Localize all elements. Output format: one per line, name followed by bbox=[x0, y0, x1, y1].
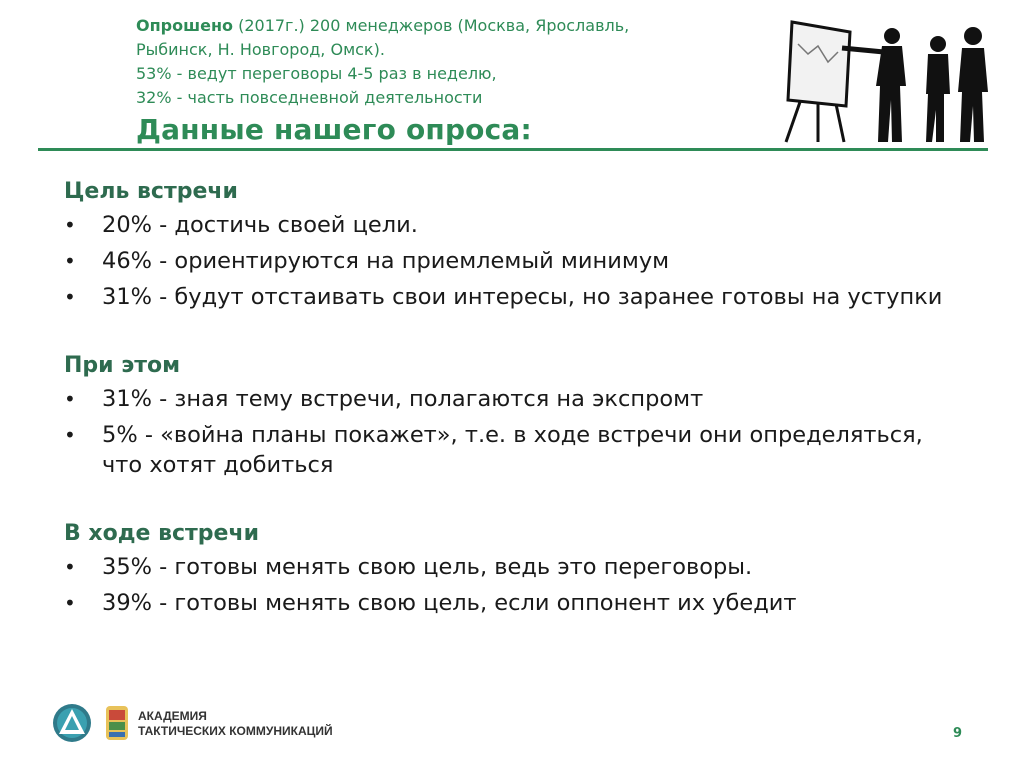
bullet-glyph: • bbox=[64, 591, 76, 615]
bullet-list bbox=[64, 210, 964, 312]
bullet-glyph: • bbox=[64, 285, 76, 309]
list-item-text: 20% - достичь своей цели. bbox=[102, 212, 418, 238]
section-goal bbox=[64, 174, 964, 312]
section-heading: В ходе встречи bbox=[64, 521, 259, 546]
list-item-text: 31% - будут отстаивать свои интересы, но заранее готовы на уступки bbox=[102, 284, 943, 310]
list-item bbox=[64, 588, 964, 618]
presentation-silhouette-icon bbox=[780, 14, 995, 144]
organization-name-line-2: ТАКТИЧЕСКИХ КОММУНИКАЦИЙ bbox=[138, 724, 333, 738]
list-item bbox=[64, 246, 964, 276]
bullet-list bbox=[64, 384, 964, 480]
bullet-list bbox=[64, 552, 964, 618]
list-item bbox=[64, 384, 964, 414]
academy-emblem-icon bbox=[104, 704, 130, 742]
survey-info-lead: Опрошено bbox=[136, 16, 233, 35]
bullet-glyph: • bbox=[64, 213, 76, 237]
list-item-text: 46% - ориентируются на приемлемый минимум bbox=[102, 248, 670, 274]
survey-info-line-2: Рыбинск, Н. Новгород, Омск). bbox=[136, 40, 385, 59]
section-heading: Цель встречи bbox=[64, 179, 238, 204]
survey-results bbox=[64, 174, 964, 654]
section-meanwhile bbox=[64, 348, 964, 480]
bullet-glyph: • bbox=[64, 555, 76, 579]
organization-name bbox=[138, 709, 333, 739]
list-item-text: 31% - зная тему встречи, полагаются на экспромт bbox=[102, 386, 704, 412]
bullet-glyph: • bbox=[64, 387, 76, 411]
bullet-glyph: • bbox=[64, 249, 76, 273]
survey-info-lead-rest: (2017г.) 200 менеджеров (Москва, Ярославль, bbox=[233, 16, 630, 35]
list-item bbox=[64, 282, 964, 312]
section-heading: При этом bbox=[64, 353, 181, 378]
survey-info-line-3: 53% - ведут переговоры 4-5 раз в неделю, bbox=[136, 64, 497, 83]
bullet-glyph: • bbox=[64, 423, 76, 447]
list-item bbox=[64, 210, 964, 240]
page-title: Данные нашего опроса: bbox=[136, 113, 532, 146]
list-item bbox=[64, 552, 964, 582]
academy-triangle-logo-icon bbox=[52, 703, 92, 743]
page-number: 9 bbox=[953, 726, 963, 741]
survey-info-line-4: 32% - часть повседневной деятельности bbox=[136, 88, 483, 107]
survey-info-line-1 bbox=[136, 14, 736, 38]
list-item-text: 39% - готовы менять свою цель, если оппонент их убедит bbox=[102, 590, 797, 616]
list-item bbox=[64, 420, 964, 480]
survey-info bbox=[136, 14, 736, 110]
list-item-text: 35% - готовы менять свою цель, ведь это переговоры. bbox=[102, 554, 753, 580]
list-item-text: 5% - «война планы покажет», т.е. в ходе встречи они определяться, что хотят добиться bbox=[102, 422, 923, 478]
organization-name-line-1: АКАДЕМИЯ bbox=[138, 709, 207, 723]
title-divider bbox=[38, 148, 988, 151]
section-during-meeting bbox=[64, 516, 964, 618]
